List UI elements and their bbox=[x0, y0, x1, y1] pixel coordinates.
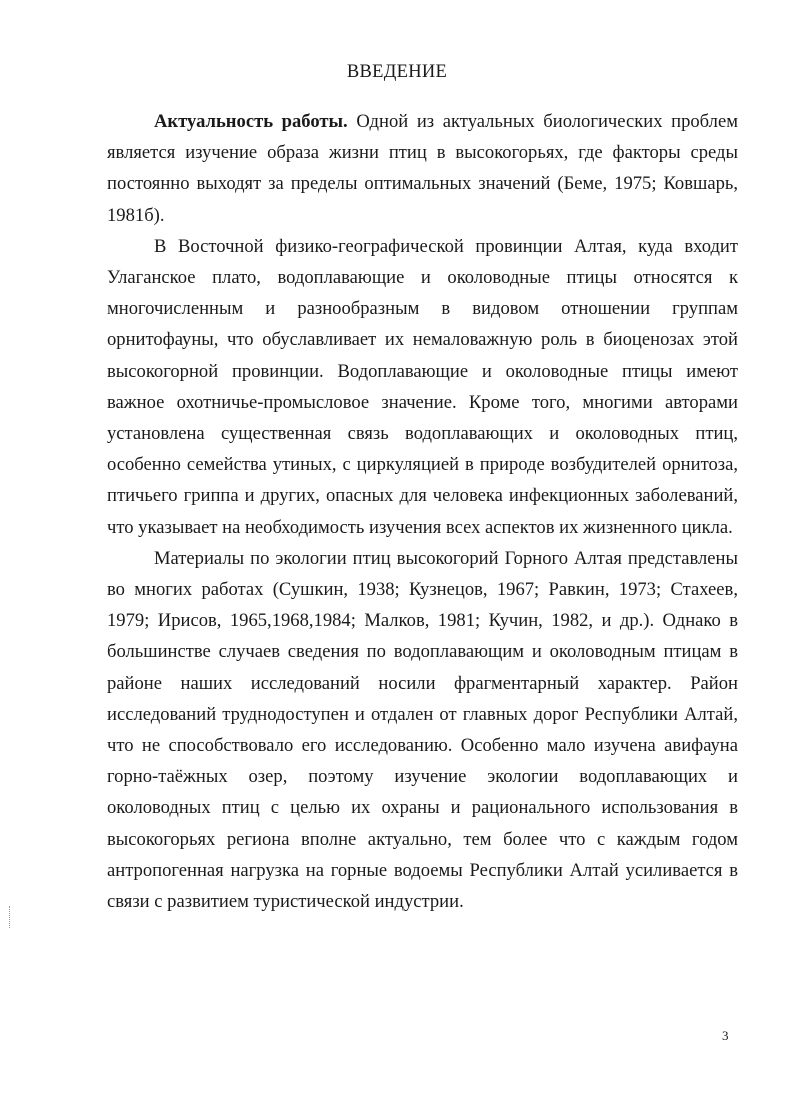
paragraph-text: Одной из актуальных биологических проблем является изучение образа жизни птиц в высокогорьях, где факторы среды постоянно выходят за пределы оптимальных значений (Беме, 1975; Ковшарь, 1981б). bbox=[107, 111, 738, 226]
paragraph-relevance bbox=[107, 106, 738, 231]
paragraph-text: Материалы по экологии птиц высокогорий Горного Алтая представлены во многих работах (Сушкин, 1938; Кузнецов, 1967; Равкин, 1973; Стахеев, 1979; Ирисов, 1965,1968,1984; Малков, 1981; Кучин, 1982, и др.). Однако в большинстве случаев сведения по водоплавающим и околоводным птицам в районе наших исследований носили фрагментарный характер. Район исследований труднодоступен и отдален от главных дорог Республики Алтай, что не способствовало его исследованию. Особенно мало изучена авифауна горно-таёжных озер, поэтому изучение экологии водоплавающих и околоводных птиц с целью их охраны и рационального использования в высокогорьях региона вполне актуально, тем более что с каждым годом антропогенная нагрузка на горные водоемы Республики Алтай усиливается в связи с развитием туристической индустрии. bbox=[107, 547, 738, 913]
scan-artifact-mark bbox=[9, 906, 12, 928]
page-title: ВВЕДЕНИЕ bbox=[346, 62, 448, 82]
paragraph-materials bbox=[107, 543, 738, 917]
page-number: 3 bbox=[722, 1028, 729, 1043]
paragraph-text: В Восточной физико-географической провинции Алтая, куда входит Улаганское плато, водоплавающие и околоводные птицы относятся к многочисленным и разнообразным в видовом отношении группам орнитофауны, что обуславливает их немаловажную роль в биоценозах этой высокогорной провинции. Водоплавающие и околоводные птицы имеют важное охотничье-промысловое значение. Кроме того, многими авторами установлена существенная связь водоплавающих и околоводных птиц, особенно семейства утиных, с циркуляцией в природе возбудителей орнитоза, птичьего гриппа и других, опасных для человека инфекционных заболеваний, что указывает на необходимость изучения всех аспектов их жизненного цикла. bbox=[107, 235, 738, 538]
paragraph-eastern-province bbox=[107, 231, 738, 543]
body-text bbox=[107, 106, 738, 917]
paragraph-lead-heading: Актуальность работы. bbox=[154, 111, 348, 132]
